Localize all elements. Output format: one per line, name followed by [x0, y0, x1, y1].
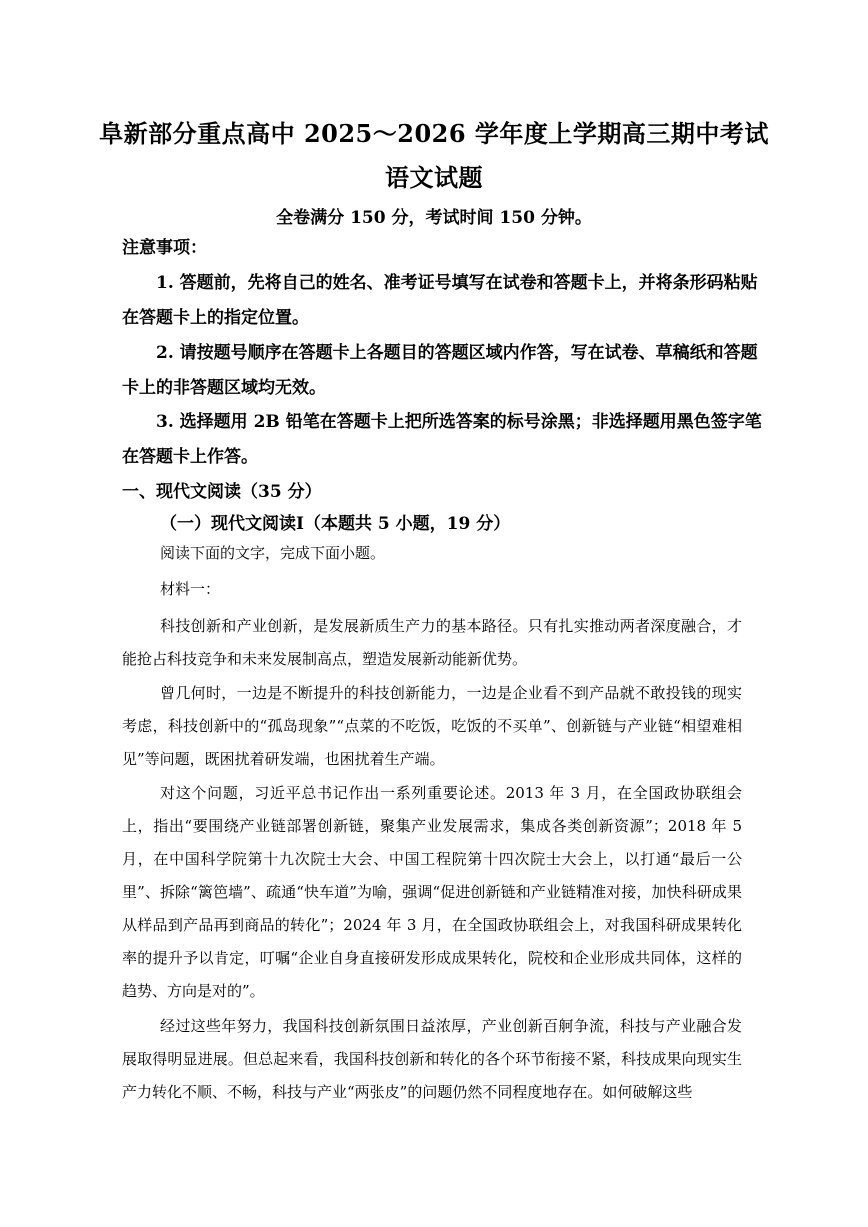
material-paragraph: 科技创新和产业创新，是发展新质生产力的基本路径。只有扎实推动两者深度融合，才能抢占科技竞争和未来发展制高点，塑造发展新动能新优势。: [122, 617, 742, 668]
notice-item: 2. 请按题号顺序在答题卡上各题目的答题区域内作答，写在试卷、草稿纸和答题卡上的非答题区域均无效。: [122, 343, 758, 398]
material-paragraph: 经过这些年努力，我国科技创新氛围日益浓厚，产业创新百舸争流，科技与产业融合发展取得明显进展。但总起来看，我国科技创新和转化的各个环节衔接不紧，科技成果向现实生产力转化不顺、不畅，科技与产业“两张皮”的问题仍然不同程度地存在。如何破解这些: [122, 1017, 742, 1101]
exam-score-time: 全卷满分 150 分，考试时间 150 分钟。: [276, 208, 592, 228]
notice-item: 3. 选择题用 2B 铅笔在答题卡上把所选答案的标号涂黑；非选择题用黑色签字笔在答题卡上作答。: [122, 412, 762, 467]
section-heading: 一、现代文阅读（35 分）: [122, 482, 322, 502]
exam-title: 阜新部分重点高中 2025～2026 学年度上学期高三期中考试: [99, 119, 769, 148]
material-label: 材料一：: [160, 580, 221, 598]
notice-heading: 注意事项：: [122, 238, 207, 258]
material-paragraph: 曾几何时，一边是不断提升的科技创新能力，一边是企业看不到产品就不敢投钱的现实考虑，科技创新中的“孤岛现象”“点菜的不吃饭，吃饭的不买单”、创新链与产业链“相望难相见”等问题，既困扰着研发端，也困扰着生产端。: [122, 684, 742, 768]
material-paragraph: 对这个问题，习近平总书记作出一系列重要论述。2013 年 3 月，在全国政协联组会上，指出“要围绕产业链部署创新链，聚集产业发展需求，集成各类创新资源”；2018 年 5 月，在中国科学院第十九次院士大会、中国工程院第十四次院士大会上，以打通“最后一公里”、拆除“篱笆墙”、疏通“快车道”为喻，强调“促进创新链和产业链精准对接，加快科研成果从样品到产品再到商品的转化”；2024 年 3 月，在全国政协联组会上，对我国科研成果转化率的提升予以肯定，叮嘱“企业自身直接研发形成成果转化，院校和企业形成共同体，这样的趋势、方向是对的”。: [122, 784, 742, 1000]
exam-subject-title: 语文试题: [385, 163, 483, 192]
reading-instruction: 阅读下面的文字，完成下面小题。: [160, 544, 386, 562]
notice-item: 1. 答题前，先将自己的姓名、准考证号填写在试卷和答题卡上，并将条形码粘贴在答题卡上的指定位置。: [122, 273, 758, 328]
subsection-heading: （一）现代文阅读Ⅰ（本题共 5 小题，19 分）: [160, 514, 511, 534]
